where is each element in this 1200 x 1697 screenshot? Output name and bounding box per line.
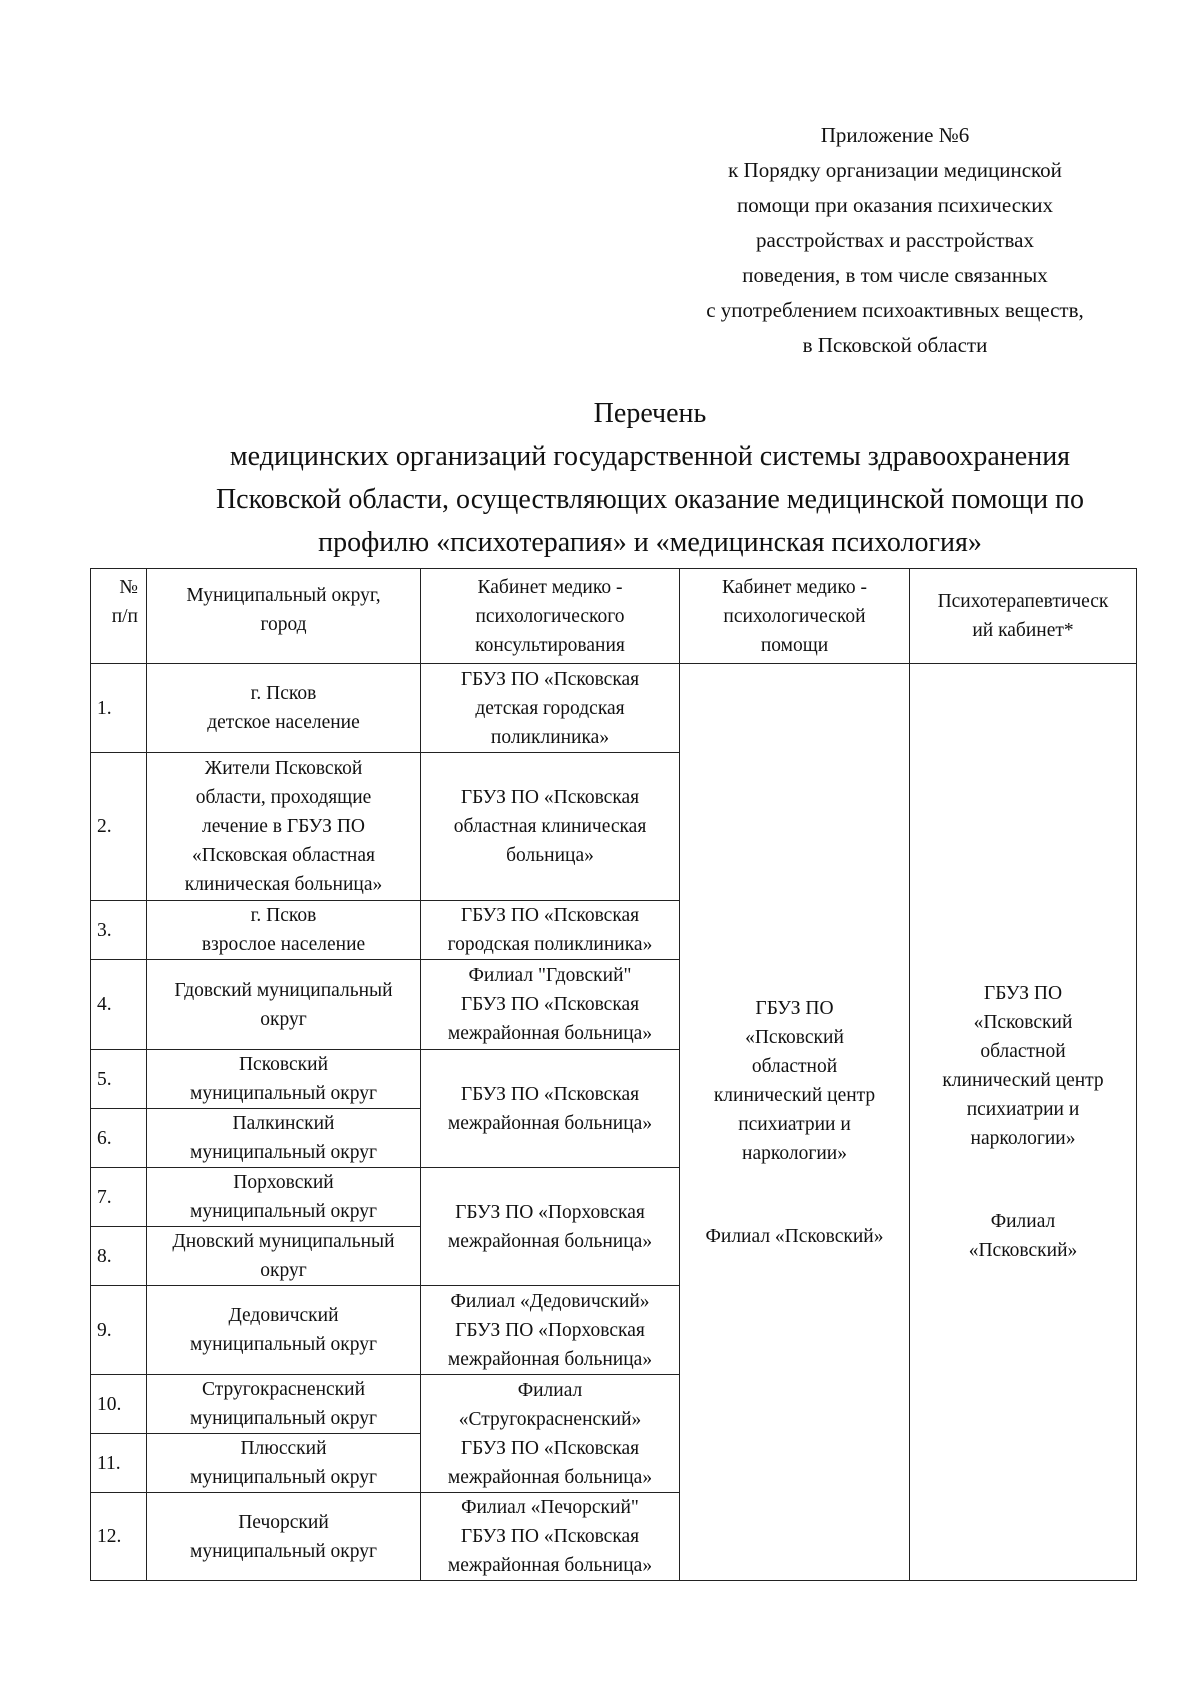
district-cell: г. Псков взрослое население xyxy=(147,901,421,960)
district-cell: Дедовичский муниципальный округ xyxy=(147,1286,421,1375)
appendix-line: в Псковской области xyxy=(802,333,988,357)
title-line: медицинских организаций государственной системы здравоохранения xyxy=(229,441,1071,472)
district-cell: Гдовский муниципальный округ xyxy=(147,960,421,1050)
header-consultation-office: Кабинет медико - психологического консультирования xyxy=(421,569,680,664)
psychotherapy-cell: ГБУЗ ПО «Псковский областной клинический центр психиатрии и наркологии» Филиал «Псковский» xyxy=(910,664,1137,1581)
consultation-cell: Филиал «Печорский" ГБУЗ ПО «Псковская межрайонная больница» xyxy=(421,1493,680,1581)
consultation-cell: ГБУЗ ПО «Порховская межрайонная больница» xyxy=(421,1168,680,1286)
row-number: 2. xyxy=(91,753,147,901)
consultation-cell: ГБУЗ ПО «Псковская областная клиническая больница» xyxy=(421,753,680,901)
district-cell: Псковский муниципальный округ xyxy=(147,1050,421,1109)
consultation-cell: Филиал "Гдовский" ГБУЗ ПО «Псковская межрайонная больница» xyxy=(421,960,680,1050)
title-line: профилю «психотерапия» и «медицинская психология» xyxy=(318,527,982,558)
district-cell: Стругокрасненский муниципальный округ xyxy=(147,1375,421,1434)
consultation-cell: ГБУЗ ПО «Псковская городская поликлиника» xyxy=(421,901,680,960)
row-number: 10. xyxy=(91,1375,147,1434)
consultation-cell: Филиал «Дедовичский» ГБУЗ ПО «Порховская межрайонная больница» xyxy=(421,1286,680,1375)
consultation-cell: ГБУЗ ПО «Псковская межрайонная больница» xyxy=(421,1050,680,1168)
header-number: № п/п xyxy=(91,569,147,664)
header-psychotherapy-office: Психотерапевтическ ий кабинет* xyxy=(910,569,1137,664)
district-cell: г. Псков детское население xyxy=(147,664,421,753)
district-cell: Жители Псковской области, проходящие лечение в ГБУЗ ПО «Псковская областная клиническая больница» xyxy=(147,753,421,901)
psych-help-cell: ГБУЗ ПО «Псковский областной клинический центр психиатрии и наркологии» Филиал «Псковский» xyxy=(680,664,910,1581)
row-number: 8. xyxy=(91,1227,147,1286)
district-cell: Порховский муниципальный округ xyxy=(147,1168,421,1227)
document-title xyxy=(60,392,1200,564)
row-number: 6. xyxy=(91,1109,147,1168)
row-number: 5. xyxy=(91,1050,147,1109)
appendix-block xyxy=(660,118,1130,363)
branch-label: Филиал xyxy=(990,1211,1056,1232)
appendix-line: поведения, в том числе связанных xyxy=(742,263,1048,287)
district-cell: Палкинский муниципальный округ xyxy=(147,1109,421,1168)
appendix-line: Приложение №6 xyxy=(820,123,970,147)
row-number: 1. xyxy=(91,664,147,753)
row-number: 11. xyxy=(91,1434,147,1493)
appendix-line: расстройствах и расстройствах xyxy=(756,228,1034,252)
row-number: 3. xyxy=(91,901,147,960)
header-district: Муниципальный округ, город xyxy=(147,569,421,664)
appendix-line: помощи при оказания психических xyxy=(737,193,1053,217)
row-number: 9. xyxy=(91,1286,147,1375)
district-cell: Дновский муниципальный округ xyxy=(147,1227,421,1286)
table-row xyxy=(91,664,1137,753)
row-number: 12. xyxy=(91,1493,147,1581)
branch-label: Филиал «Псковский» xyxy=(705,1225,884,1247)
title-line: Псковской области, осуществляющих оказание медицинской помощи по xyxy=(215,484,1085,515)
organizations-table xyxy=(90,568,1137,1581)
consultation-cell: ГБУЗ ПО «Псковская детская городская поликлиника» xyxy=(421,664,680,753)
title-line: Перечень xyxy=(593,398,707,429)
appendix-line: к Порядку организации медицинской xyxy=(728,158,1062,182)
table-header-row xyxy=(91,569,1137,664)
branch-label: «Псковский» xyxy=(968,1240,1078,1261)
district-cell: Печорский муниципальный округ xyxy=(147,1493,421,1581)
district-cell: Плюсский муниципальный округ xyxy=(147,1434,421,1493)
header-psych-help-office: Кабинет медико - психологической помощи xyxy=(680,569,910,664)
consultation-cell: Филиал «Стругокрасненский» ГБУЗ ПО «Псковская межрайонная больница» xyxy=(421,1375,680,1493)
appendix-line: с употреблением психоактивных веществ, xyxy=(706,298,1084,322)
row-number: 7. xyxy=(91,1168,147,1227)
row-number: 4. xyxy=(91,960,147,1050)
